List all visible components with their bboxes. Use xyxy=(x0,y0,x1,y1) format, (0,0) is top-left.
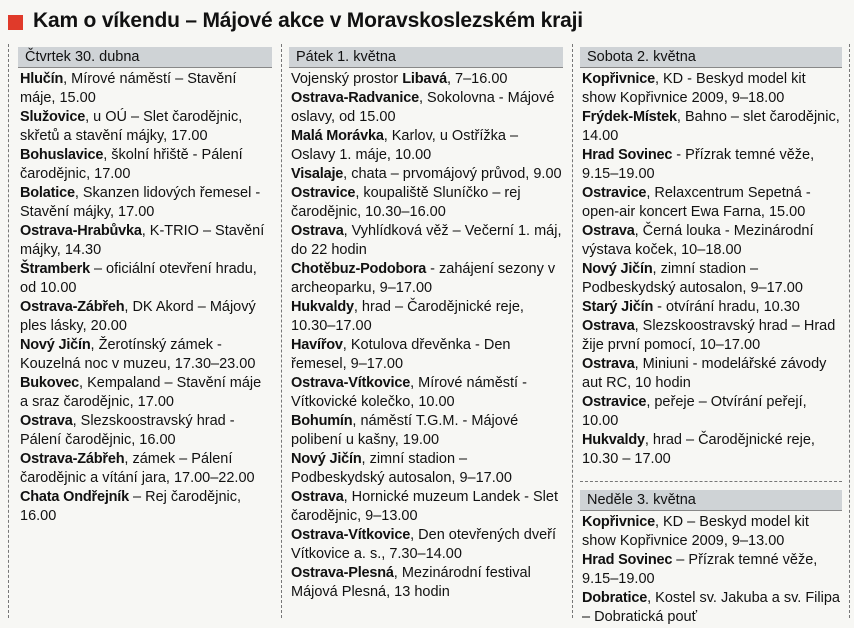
event-item xyxy=(289,450,563,488)
event-text: , Mezinárodní festival Májová Plesná, 13 hodin xyxy=(291,565,531,600)
column-friday xyxy=(289,47,563,618)
event-text: – oficiální otevření hradu, od 10.00 xyxy=(20,261,257,296)
headline-title: Kam o víkendu – Májové akce v Moravskoslezském kraji xyxy=(33,9,583,32)
event-place: Hukvaldy xyxy=(582,432,645,448)
event-place: Kopřivnice xyxy=(582,514,655,530)
event-place: Frýdek-Místek xyxy=(582,109,677,125)
event-text: , hrad – Čarodějnické reje, 10.30–17.00 xyxy=(291,299,524,334)
event-place: Havířov xyxy=(291,337,343,353)
day-header: Čtvrtek 30. dubna xyxy=(18,47,272,68)
event-item xyxy=(18,450,272,488)
event-place: Bohuslavice xyxy=(20,147,104,163)
event-item xyxy=(289,564,563,602)
event-item xyxy=(18,260,272,298)
event-text: , Hornické muzeum Landek - Slet čarodějnic, 9–13.00 xyxy=(291,489,558,524)
event-item xyxy=(580,317,842,355)
event-item xyxy=(580,222,842,260)
event-item xyxy=(580,431,842,469)
event-place: Nový Jičín xyxy=(20,337,91,353)
event-item xyxy=(289,89,563,127)
event-prefix: Vojenský prostor xyxy=(291,71,403,87)
event-item xyxy=(289,298,563,336)
event-item xyxy=(289,165,563,184)
event-text: , Mírové náměstí – Stavění máje, 15.00 xyxy=(20,71,237,106)
event-text: , Relaxcentrum Sepetná - open-air koncert Ewa Farna, 15.00 xyxy=(582,185,811,220)
event-item xyxy=(580,589,842,627)
event-place: Starý Jičín xyxy=(582,299,654,315)
event-item xyxy=(580,260,842,298)
event-place: Hrad Sovinec xyxy=(582,552,673,568)
event-place: Chata Ondřejník xyxy=(20,489,129,505)
event-place: Bohumín xyxy=(291,413,353,429)
event-text: , školní hřiště - Pálení čarodějnic, 17.00 xyxy=(20,147,243,182)
event-item xyxy=(580,108,842,146)
event-item xyxy=(289,127,563,165)
event-item xyxy=(289,260,563,298)
event-place: Ostrava-Vítkovice xyxy=(291,375,411,391)
event-text: - Přízrak temné věže, 9.15–19.00 xyxy=(582,147,815,182)
event-item xyxy=(289,70,563,89)
event-item xyxy=(289,184,563,222)
event-place: Ostrava xyxy=(291,223,344,239)
event-item xyxy=(18,146,272,184)
event-text: , koupaliště Sluníčko – rej čarodějnic, 10.30–16.00 xyxy=(291,185,521,220)
column-divider xyxy=(281,44,282,618)
event-place: Dobratice xyxy=(582,590,648,606)
event-text: , 7–16.00 xyxy=(446,71,508,87)
event-place: Ostrava xyxy=(582,356,635,372)
event-place: Ostrava-Radvanice xyxy=(291,90,419,106)
event-text: , Slezskoostravský hrad – Hrad žije první pomocí, 10–17.00 xyxy=(582,318,836,353)
event-item xyxy=(289,222,563,260)
event-place: Hlučín xyxy=(20,71,64,87)
event-place: Ostrava xyxy=(291,489,344,505)
event-item xyxy=(18,298,272,336)
section-divider xyxy=(580,481,842,482)
event-place: Štramberk xyxy=(20,261,90,277)
event-text: - zahájení sezony v archeoparku, 9–17.00 xyxy=(291,261,556,296)
event-place: Malá Morávka xyxy=(291,128,384,144)
event-item xyxy=(289,336,563,374)
event-item xyxy=(580,393,842,431)
event-place: Služovice xyxy=(20,109,86,125)
event-text: – Přízrak temné věže, 9.15–19.00 xyxy=(582,552,818,587)
event-place: Bolatice xyxy=(20,185,75,201)
event-place: Visalaje xyxy=(291,166,344,182)
event-item xyxy=(580,298,842,317)
event-item xyxy=(580,70,842,108)
event-place: Hukvaldy xyxy=(291,299,354,315)
event-place: Hrad Sovinec xyxy=(582,147,673,163)
event-text: , peřeje – Otvírání peřejí, 10.00 xyxy=(582,394,807,429)
event-text: , Slezskoostravský hrad - Pálení čarodějnic, 16.00 xyxy=(20,413,235,448)
event-text: , Kotulova dřevěnka - Den řemesel, 9–17.00 xyxy=(291,337,511,372)
event-place: Libavá xyxy=(402,71,447,87)
event-place: Ostrava-Plesná xyxy=(291,565,394,581)
event-text: , Sokolovna - Májové oslavy, od 15.00 xyxy=(291,90,555,125)
column-weekend xyxy=(580,47,842,625)
event-text: , náměstí T.G.M. - Májové polibení u kašny, 19.00 xyxy=(291,413,519,448)
event-text: , Karlov, u Ostřížka – Oslavy 1. máje, 10.00 xyxy=(291,128,519,163)
event-text: , Miniuni - modelářské závody aut RC, 10 hodin xyxy=(582,356,827,391)
column-thursday xyxy=(18,47,272,618)
event-text: , DK Akord – Májový ples lásky, 20.00 xyxy=(20,299,256,334)
event-place: Ostrava-Vítkovice xyxy=(291,527,411,543)
event-item xyxy=(289,488,563,526)
event-text: , Kempaland – Stavění máje a sraz čarodějnic, 17.00 xyxy=(20,375,262,410)
event-text: , Kostel sv. Jakuba a sv. Filipa – Dobratická pouť xyxy=(582,590,840,625)
event-text: , zimní stadion – Podbeskydský autosalon, 9–17.00 xyxy=(582,261,803,296)
day-header: Sobota 2. května xyxy=(580,47,842,68)
event-item xyxy=(18,374,272,412)
event-item xyxy=(18,412,272,450)
event-place: Chotěbuz-Podobora xyxy=(291,261,427,277)
event-item xyxy=(18,184,272,222)
event-text: - otvírání hradu, 10.30 xyxy=(653,299,800,315)
event-place: Ostrava-Hrabůvka xyxy=(20,223,142,239)
event-place: Ostrava xyxy=(20,413,73,429)
event-text: , u OÚ – Slet čarodějnic, skřetů a stavění májky, 17.00 xyxy=(20,109,243,144)
event-place: Nový Jičín xyxy=(291,451,362,467)
event-item xyxy=(18,336,272,374)
event-text: , Skanzen lidových řemesel - Stavění májky, 17.00 xyxy=(20,185,261,220)
event-place: Ostravice xyxy=(582,185,647,201)
event-place: Nový Jičín xyxy=(582,261,653,277)
event-place: Ostrava xyxy=(582,318,635,334)
event-place: Ostravice xyxy=(291,185,356,201)
event-place: Kopřivnice xyxy=(582,71,655,87)
event-text: , zámek – Pálení čarodějnic a vítání jara, 17.00–22.00 xyxy=(20,451,255,486)
column-divider xyxy=(849,44,850,618)
event-item xyxy=(18,70,272,108)
event-text: , Žerotínský zámek - Kouzelná noc v muzeu, 17.30–23.00 xyxy=(20,337,256,372)
event-item xyxy=(580,184,842,222)
event-text: , zimní stadion – Podbeskydský autosalon, 9–17.00 xyxy=(291,451,512,486)
event-item xyxy=(580,146,842,184)
event-text: , Bahno – slet čarodějnic, 14.00 xyxy=(582,109,840,144)
event-place: Bukovec xyxy=(20,375,80,391)
event-item xyxy=(289,374,563,412)
event-item xyxy=(18,488,272,526)
event-text: , Vyhlídková věž – Večerní 1. máj, do 22 hodin xyxy=(291,223,562,258)
day-header: Neděle 3. května xyxy=(580,490,842,511)
event-text: , KD – Beskyd model kit show Kopřivnice 2009, 9–13.00 xyxy=(582,514,809,549)
event-place: Ostrava xyxy=(582,223,635,239)
event-text: , KD - Beskyd model kit show Kopřivnice 2009, 9–18.00 xyxy=(582,71,806,106)
event-item xyxy=(289,412,563,450)
event-text: , Černá louka - Mezinárodní výstava koček, 10–18.00 xyxy=(582,223,814,258)
event-item xyxy=(289,526,563,564)
column-divider xyxy=(8,44,9,618)
event-item xyxy=(580,551,842,589)
event-place: Ostravice xyxy=(582,394,647,410)
event-text: – Rej čarodějnic, 16.00 xyxy=(20,489,242,524)
event-text: , chata – prvomájový průvod, 9.00 xyxy=(343,166,562,182)
event-place: Ostrava-Zábřeh xyxy=(20,451,125,467)
red-square-icon xyxy=(8,15,23,30)
event-text: , Mírové náměstí - Vítkovické kolečko, 10.00 xyxy=(291,375,527,410)
headline xyxy=(8,4,583,38)
event-place: Ostrava-Zábřeh xyxy=(20,299,125,315)
event-item xyxy=(18,222,272,260)
event-item xyxy=(18,108,272,146)
event-text: , K-TRIO – Stavění májky, 14.30 xyxy=(20,223,265,258)
column-divider xyxy=(572,44,573,618)
event-item xyxy=(580,355,842,393)
day-header: Pátek 1. května xyxy=(289,47,563,68)
event-item xyxy=(580,513,842,551)
event-text: , Den otevřených dveří Vítkovice a. s., 7.30–14.00 xyxy=(291,527,556,562)
event-text: , hrad – Čarodějnické reje, 10.30 – 17.00 xyxy=(582,432,815,467)
